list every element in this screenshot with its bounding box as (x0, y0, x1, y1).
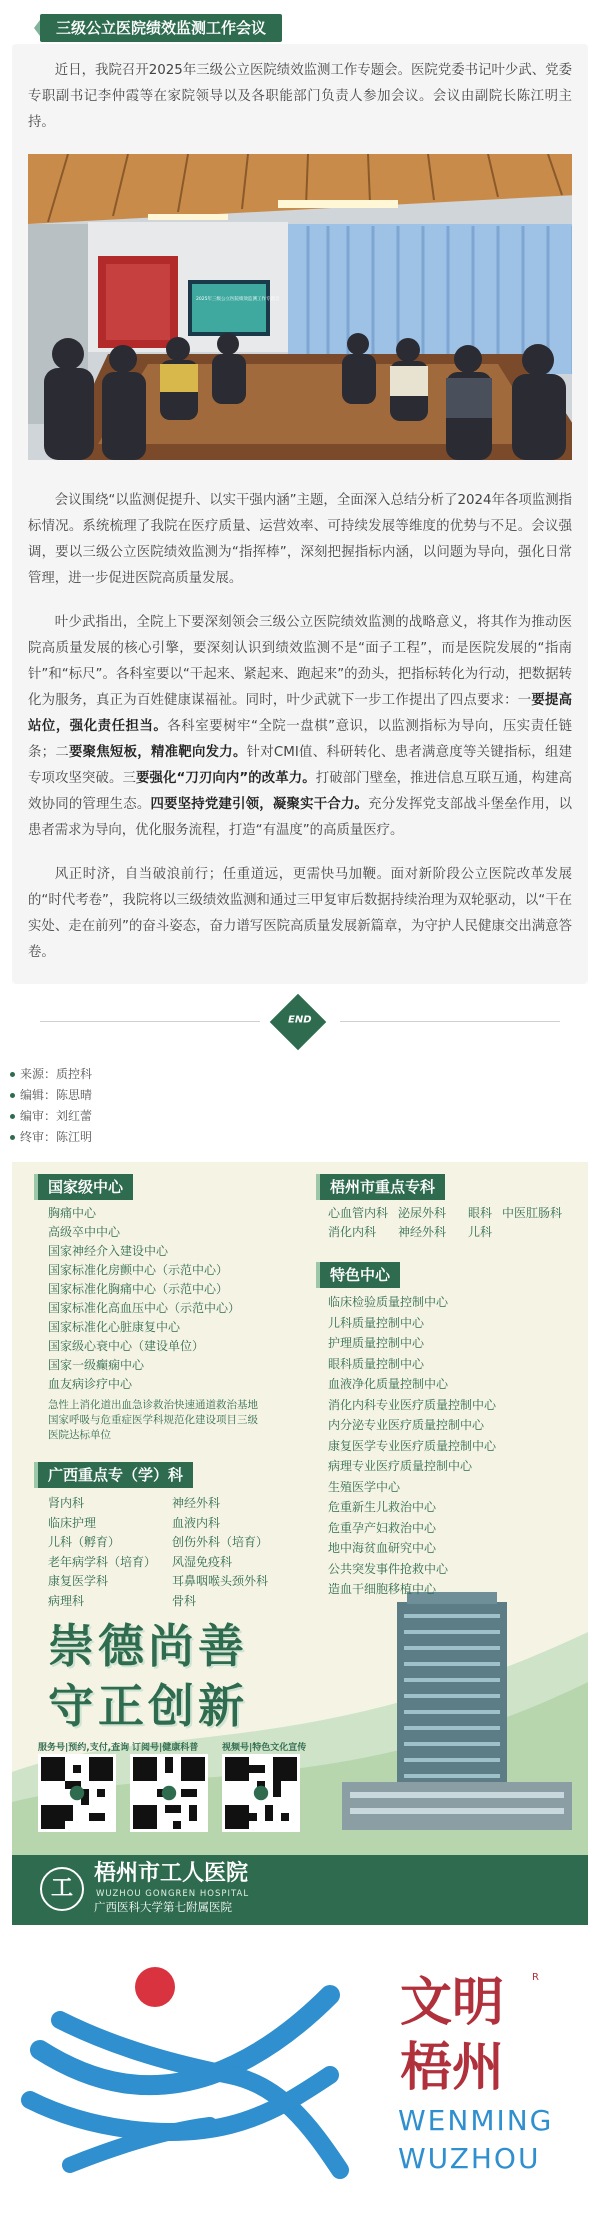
hospital-affiliation: 广西医科大学第七附属医院 (94, 1900, 232, 1914)
screen-text: 2025年三级公立医院绩效监测工作专题会 (196, 297, 280, 302)
meeting-photo-illustration (28, 154, 572, 460)
wenming-en-2: WUZHOU (398, 2142, 541, 2175)
paragraph-intro: 近日，我院召开2025年三级公立医院绩效监测工作专题会。医院党委书记叶少武、党委专职副书记李仲霞等在家院领导以及各职能部门负责人参加会议。会议由副院长陈江明主持。 (28, 63, 572, 130)
wenming-cn-1: 文明 (400, 1973, 505, 2033)
paragraph-summary: 会议围绕“以监测促提升、以实干强内涵”主题，全面深入总结分析了2024年各项监测指标情况。系统梳理了我院在医疗质量、运营效率、可持续发展等维度的优势与不足。会议强调，要以三级公立医院绩效监测为“指挥棒”，深刻把握指标内涵，以问题为导向，强化日常管理，进一步促进医院高质量发展。 (28, 493, 572, 586)
guangxi-specialty-list-right: 神经外科 血液内科 创伤外科（培育） 风湿免疫科 耳鼻咽喉头颈外科 骨科 (172, 1496, 269, 1608)
credit-editor: 编辑：陈思晴 (10, 1085, 590, 1106)
meeting-photo (28, 154, 572, 460)
credit-reviewer: 编审：刘红蕾 (10, 1106, 590, 1127)
wuzhou-specialty-heading: 梧州市重点专科 (320, 1174, 445, 1200)
slogan-line-2: 守正创新 (48, 1679, 248, 1733)
feature-center-list: 临床检验质量控制中心 儿科质量控制中心 护理质量控制中心 眼科质量控制中心 血液净化质量控制中心 消化内科专业医疗质量控制中心 内分泌专业医疗质量控制中心 康复医学专业医疗质量控制中心 病理专业医疗质量控制中心 生殖医学中心 危重新生儿救治中心 危重孕产妇救治中心 地中海贫血研究中心 公共突发事件抢救中心 造血干细胞移植中心 (328, 1295, 497, 1596)
hospital-english-name: WUZHOU GONGREN HOSPITAL (96, 1889, 250, 1899)
paragraph-closing: 风正时济，自当破浪前行；任重道远，更需快马加鞭。面对新阶段公立医院改革发展的“时代考卷”，我院将以三级绩效监测和通过三甲复审后数据持续治理为双轮驱动，以“干在实处、走在前列”的奋斗姿态，奋力谱写医院高质量发展新篇章，为守护人民健康交出满意答卷。 (28, 867, 572, 960)
hospital-name: 梧州市工人医院 (94, 1860, 249, 1886)
qr-label-video: 视频号|特色文化宣传 (222, 1743, 307, 1753)
wenming-emblem (0, 1925, 600, 2215)
hospital-logo-icon: 工 (40, 1867, 84, 1911)
wenming-wuzhou-logo (0, 1925, 600, 2215)
national-center-list: 胸痛中心 高级卒中中心 国家神经介入建设中心 国家标准化房颤中心（示范中心） 国家标准化胸痛中心（示范中心） 国家标准化高血压中心（示范中心） 国家标准化心脏康复中心 国家级心衰中心（建设单位） 国家一级癫痫中心 血友病诊疗中心 (48, 1206, 241, 1391)
qr-label-subscription: 订阅号|健康科普 (132, 1743, 199, 1753)
credit-final: 终审：陈江明 (10, 1127, 590, 1148)
end-diamond: END (270, 994, 327, 1051)
wenming-cn-2: 梧州 (400, 2038, 505, 2098)
wenming-en-1: WENMING (398, 2104, 554, 2137)
feature-center-heading: 特色中心 (320, 1262, 400, 1288)
slogan-line-1: 崇德尚善 (48, 1619, 248, 1673)
credits (0, 1064, 600, 1148)
guangxi-specialty-heading: 广西重点专（学）科 (38, 1462, 193, 1488)
wuzhou-specialty-list: 心血管内科 泌尿外科 眼科 中医肛肠科 消化内科 神经外科 儿科 (328, 1206, 563, 1239)
credit-source: 来源：质控科 (10, 1064, 590, 1085)
article-title: 三级公立医院绩效监测工作会议 (40, 14, 282, 42)
national-center-heading: 国家级中心 (38, 1174, 133, 1200)
header-area (0, 0, 600, 44)
qr-code-service[interactable] (38, 1754, 116, 1832)
paragraph-requirements: 叶少武指出，全院上下要深刻领会三级公立医院绩效监测的战略意义，将其作为推动医院高质量发展的核心引擎，要深刻认识到绩效监测不是“面子工程”，而是医院发展的“指南针”和“标尺”。各科室要以“干起来、紧起来、跑起来”的劲头，把指标转化为行动，把数据转化为服务，真正为百姓健康谋福祉。同时，叶少武就下一步工作提出了四点要求：一要提高站位，强化责任担当。各科室要树牢“全院一盘棋”意识，以监测指标为导向，压实责任链条；二要聚焦短板，精准靶向发力。针对CMI值、科研转化、患者满意度等关键指标，组建专项攻坚突破。三要强化“刀刃向内”的改革力。打破部门壁垒，推进信息互联互通，构建高效协同的管理生态。四要坚持党建引领，凝聚实干合力。充分发挥党支部战斗堡垒作用，以患者需求为导向，优化服务流程，打造“有温度”的高质量医疗。 (28, 615, 573, 838)
registered-mark: R (532, 1972, 539, 1983)
guangxi-specialty-list-left: 肾内科 临床护理 儿科（孵育） 老年病学科（培育） 康复医学科 病理科 (48, 1496, 157, 1608)
article-card (12, 44, 588, 984)
end-divider (0, 984, 600, 1064)
qr-code-video[interactable] (222, 1754, 300, 1832)
qr-label-service: 服务号|预约,支付,查询 (38, 1743, 130, 1753)
national-center-notes: 急性上消化道出血急诊救治快速通道救治基地 国家呼吸与危重症医学科规范化建设项目三级 医院达标单位 (48, 1399, 258, 1441)
hospital-poster (12, 1162, 588, 1925)
qr-code-subscription[interactable] (130, 1754, 208, 1832)
